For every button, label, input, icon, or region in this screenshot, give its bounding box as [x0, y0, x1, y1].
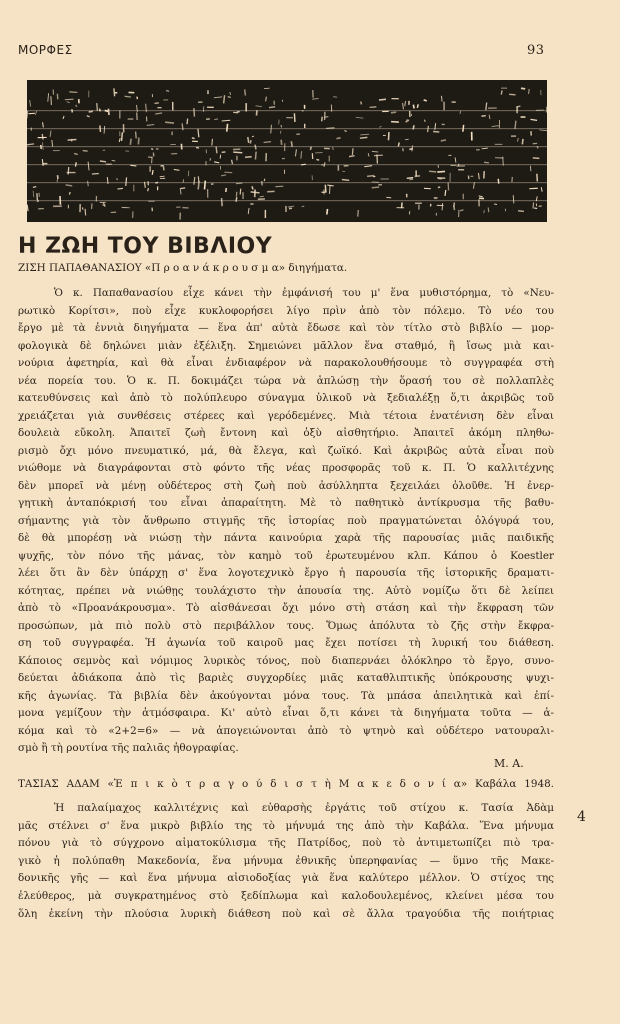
text-line: ἀπὸ τὸ «Προανάκρουσμα». Τὸ αἰσθάνεσαι ὄχι μόνο στὴ στάση καὶ τὴν ἔκφραση τῶν [18, 602, 554, 614]
text-line: Κάποιος σεμνὸς καὶ νόμιμος λυρικὸς τόνος, ποὺ διαπερνάει ὁλόκληρο τὸ ἔργο, συνο- [18, 654, 554, 667]
text-line: δονικῆς γῆς — καὶ ἕνα μήνυμα αἰσιοδοξίας γιὰ ἕνα καλύτερο μέλλον. Ὁ στίχος της [18, 872, 554, 885]
text-line: ἐλεύθερος, μὰ συγκρατημένος στὸ ξεδίπλωμα καὶ καλοδουλεμένος, κλείνει μέσα του [18, 890, 554, 902]
text-line: Ἡ παλαίμαχος καλλιτέχνις καὶ εὐθαρσὴς ἐργάτις τοῦ στίχου κ. Τασία Ἀδὰμ [54, 802, 554, 814]
text-line: Ὁ κ. Παπαθανασίου εἶχε κάνει τὴν ἐμφάνισή του μ' ἕνα μυθιστόρημα, τὸ «Νευ- [54, 287, 554, 299]
text-line: σήμαντης γιὰ τὸν ἄνθρωπο στιγμῆς τῆς ἱστορίας ποὺ πραγματώνεται ὁλόγυρά του, [18, 514, 554, 527]
section-title: Η ΖΩΗ ΤΟΥ ΒΙΒΛΙΟΥ [18, 234, 273, 259]
text-line: δὲν μπορεῖ νὰ μένῃ οὐδέτερος στὴ ζωὴ ποὺ ἀσύλληπτα ξεχειλάει ὁλοῦθε. Ἡ ἐνερ- [18, 479, 554, 492]
woodcut-illustration [27, 80, 547, 222]
text-line: ψυχῆς, τὸν πόνο τῆς μάνας, τὸν καημὸ τοῦ ἐρωτευμένου κλπ. Κάπου ὁ Koestler [18, 549, 554, 562]
text-line: ση τοῦ συγγραφέα. Ἡ ἀγωνία τοῦ καιροῦ μας ἔχει ποτίσει τὴ λυρική του διάθεση. [18, 637, 554, 649]
text-line: λέει ὅτι ἂν δὲν ὑπάρχῃ σ' ἕνα λογοτεχνικὸ ἔργο ἡ παρουσία τῆς ἱστορικῆς δραματι- [18, 567, 554, 579]
text-line: δεύεται ἀδιάκοπα ἀπὸ τὶς βαριὲς συγχορδίες μιᾶς καταθλιπτικῆς ὑπόκρουσης ψυχι- [18, 672, 554, 684]
text-line: κόμα καὶ τὸ «2+2=6» — νὰ ἀπογειώνονται ἀπὸ τὸ ψτηνὸ καὶ οὐδέτερο νατουραλι- [18, 724, 554, 737]
review-heading: ΖΙΣΗ ΠΑΠΑΘΑΝΑΣΙΟΥ «Π ρ ο α ν ά κ ρ ο υ σ μ α» διηγήματα. [18, 262, 348, 274]
text-line: νιώθομε νὰ διαγράφονται στὸ φόντο τῆς νέας προσφορᾶς τοῦ κ. Π. Ὁ καλλιτέχνης [18, 462, 554, 474]
review-heading: ΤΑΣΙΑΣ ΑΔΑΜ «Ἐ π ι κ ὸ τ ρ α γ ο ύ δ ι σ τ ὴ Μ α κ ε δ ο ν ί α» Καβάλα 1948. [18, 778, 554, 790]
text-line: νούρια ἀφετηρία, καὶ θὰ εἶναι ἐνδιαφέρον νὰ παρακολουθήσουμε τὸ συγγραφέα στὴ [18, 357, 554, 369]
text-line: ρωτικὸ Κορίτσι», ποὺ εἶχε κυκλοφορήσει λίγο πρὶν ἀπὸ τὸν πόλεμο. Τὸ νέο του [18, 304, 554, 317]
text-line: χρειάζεται γιὰ συνθέσεις στέρεες καὶ γερόδεμένες. Μιὰ τέτοια ἐνατένιση δὲν εἶναι [18, 409, 554, 422]
text-line: γικὸ ἡ πολύπαθη Μακεδονία, ἕνα μήνυμα ἐθνικῆς ὑπερηφανίας — ὕμνο τῆς Μακε- [18, 854, 554, 867]
text-line: νέα πορεία του. Ὁ κ. Π. δοκιμάζει τώρα νὰ ἁπλώσῃ τὴν ὅρασή του σὲ πολλαπλὲς [18, 374, 554, 387]
text-line: κότητας, πρέπει νὰ νιώθῃς τουλάχιστο τὴν ἀπουσία της. Αὐτὸ νομίζω ὅτι δὲ λείπει [18, 584, 554, 597]
text-line: γητικὴ ἀνταπόκρισή του εἶναι ἀπαραίτητη. Μὲ τὸ παθητικὸ ἀντίκρυσμα τῆς βαθυ- [18, 497, 554, 509]
text-line: σμὸ ἢ τὴ ρουτίνα τῆς παλιᾶς ἠθογραφίας. [18, 742, 239, 754]
text-line: μονα γεμίζουν τὴν ἀτμόσφαιρα. Κι' αὐτὸ εἶναι ὅ,τι κάνει τὰ διηγήματα τοῦτα — ἀ- [18, 707, 554, 719]
page-number: 93 [527, 43, 545, 58]
journal-name: ΜΟΡΦΕΣ [18, 43, 73, 57]
text-line: ὅλη ἐκείνη τὴν πλούσια λυρικὴ διάθεση ποὺ καὶ σὲ ἄλλα τραγούδια τῆς ποιήτριας [18, 907, 554, 920]
text-line: ρισμὸ ὄχι μόνο πνευματικό, μά, θὰ ἔλεγα, καὶ ζωϊκό. Καὶ ἀκριβῶς αὐτὰ εἶναι ποὺ [18, 444, 554, 457]
text-line: δουλειὰ εὔκολη. Ἀπαιτεῖ ζωὴ ἔντονη καὶ ὀξὺ αἰσθητήριο. Ἀπαιτεῖ ἀκόμη πληθω- [18, 427, 554, 439]
text-line: φολογικὰ δὲ δηλώνει μιὰν ἐξέλιξη. Σημειώνει μᾶλλον ἕνα σταθμό, ἢ ἴσως μιὰ και- [18, 339, 554, 352]
text-line: πόνου γιὰ τὸ σύγχρονο αἱματοκύλισμα τῆς Πατρίδος, ποὺ τὸ ἀντιμετωπίζει πιὸ τρα- [18, 837, 554, 850]
text-line: μᾶς στέλνει σ' ἕνα μικρὸ βιβλίο της τὸ μήνυμά της ἀπὸ τὴν Καβάλα. Ἕνα μήνυμα [18, 819, 554, 832]
text-line: ἔργο μὲ τὰ ἐννιὰ διηγήματα — ἕνα ἀπ' αὐτὰ ἔδωσε καὶ τὸν τίτλο στὸ βιβλίο — μορ- [18, 322, 554, 334]
text-line: κατευθύνσεις καὶ ἀπὸ τὸ πολύπλευρο σύναγμα ὑλικοῦ νὰ ξεδιαλέξῃ ὅ,τι ἀκριβῶς τοῦ [18, 392, 554, 404]
text-line: δὲ θὰ μπορέσῃ νὰ νιώσῃ τὴν πάντα καινούρια χαρὰ τῆς παρουσίας μιᾶς παιδικῆς [18, 532, 554, 544]
text-line: προσώπων, μὰ πιὸ πολὺ στὸ περιβάλλον τους. Ὅμως ἀπόλυτα τὸ ζῆς στὴν ἔκφρα- [18, 619, 554, 632]
review-signature: Μ. Α. [494, 757, 524, 770]
margin-mark: 4 [577, 809, 586, 825]
text-line: κῆς ἀγωνίας. Τὰ βιβλία δὲν ἀκούγονται μόνα τους. Τὰ μπάσα ἀπειλητικὰ καὶ ἐπί- [18, 689, 554, 702]
